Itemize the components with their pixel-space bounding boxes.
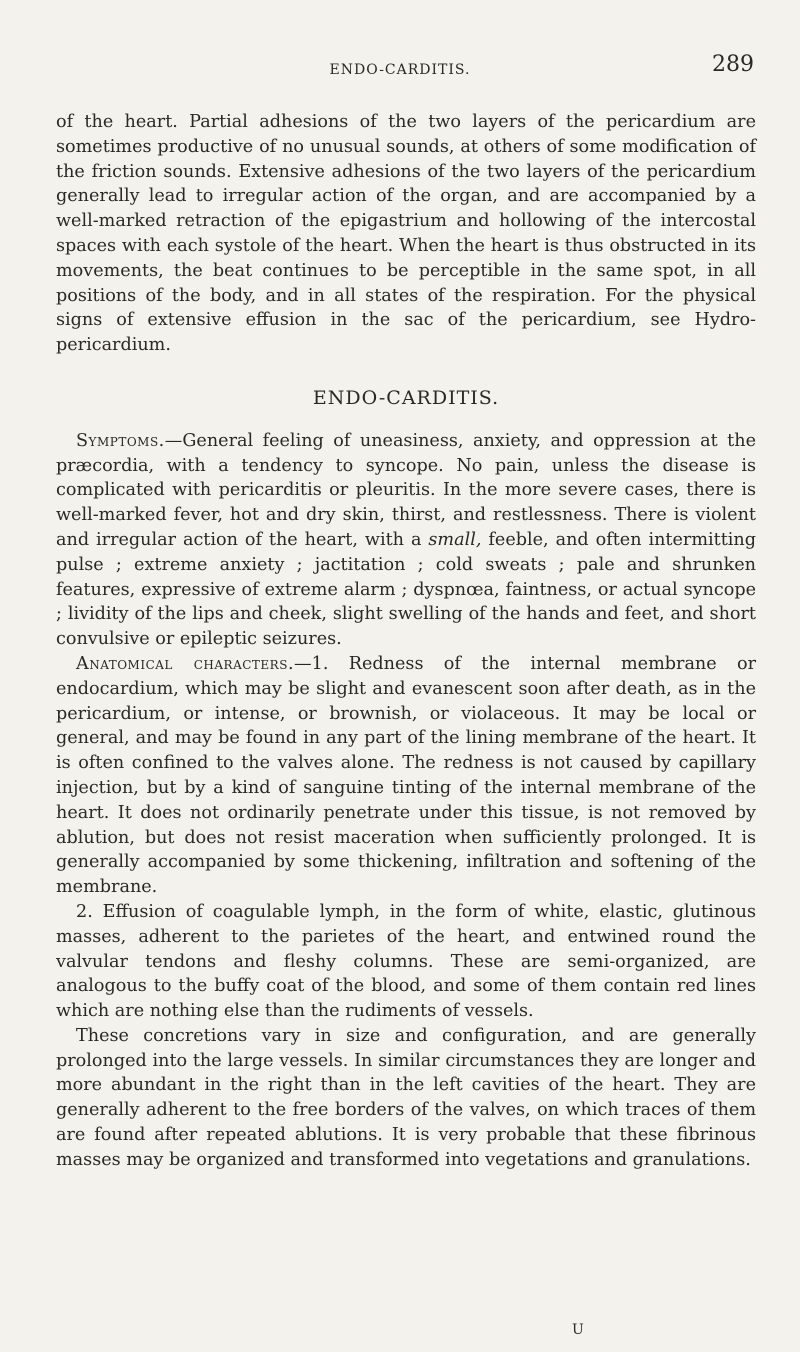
effusion-paragraph: 2. Effusion of coagulable lymph, in the form of white, elastic, glutinous masses, adherent to the parietes of the heart, and entwined round the valvular tendons and fleshy columns. These are semi-organized, are analogous to the buffy coat of the blood, and some of them contain red lines which are nothing else than the rudiments of vessels. <box>56 901 756 1022</box>
anatomical-label: Anatomical characters. <box>76 653 295 674</box>
page-number: 289 <box>712 52 754 77</box>
running-title: ENDO-CARDITIS. <box>329 62 471 78</box>
page-body <box>56 110 756 1173</box>
concretions-paragraph: These concretions vary in size and configuration, and are generally prolonged into the large vessels. In similar circumstances they are longer and more abundant in the right than in the left cavities of the heart. They are generally adherent to the free borders of the valves, on which traces of them are found after repeated ablutions. It is very probable that these fibrinous masses may be organized and transformed into vegetations and granulations. <box>56 1025 756 1170</box>
symptoms-paragraph <box>56 429 756 652</box>
symptoms-italic: small, <box>428 529 482 550</box>
section-title: ENDO-CARDITIS. <box>312 386 500 409</box>
intro-paragraph: of the heart. Partial adhesions of the two layers of the pericardium are sometimes productive of no unusual sounds, at others of some modification of the friction sounds. Extensive adhesions of the two layers of the pericardium generally lead to irregular action of the organ, and are accompanied by a well-marked retraction of the epigastrium and hollowing of the intercostal spaces with each systole of the heart. When the heart is thus obstructed in its movements, the beat continues to be perceptible in the same spot, in all positions of the body, and in all states of the respiration. For the physical signs of extensive effusion in the sac of the pericardium, see Hydro-pericardium. <box>56 112 756 356</box>
symptoms-label: Symptoms. <box>76 430 165 451</box>
anatomical-text: —1. Redness of the internal membrane or endocardium, which may be slight and evanescent soon after death, as in the pericardium, or intense, or brownish, or violaceous. It may be local or general, and may be found in any part of the lining membrane of the heart. It is often confined to the valves alone. The redness is not caused by capillary injection, but by a kind of sanguine tinting of the internal membrane of the heart. It does not ordinarily penetrate under this tissue, is not removed by ablution, but does not resist maceration when sufficiently prolonged. It is generally accompanied by some thickening, infiltration and softening of the membrane. <box>56 653 756 898</box>
anatomical-paragraph <box>56 652 756 900</box>
symptoms-text-b: feeble, and often intermitting pulse ; extreme anxiety ; jactitation ; cold sweats ; pale and shrunken features, expressive of extreme alarm ; dyspnœa, faintness, or actual syncope ; lividity of the lips and cheek, slight swelling of the hands and feet, and short convulsive or epileptic seizures. <box>56 529 756 650</box>
signature-mark: U <box>572 1322 584 1338</box>
symptoms-text-a: —General feeling of uneasiness, anxiety, and oppression at the præcordia, with a tendency to syncope. No pain, unless the disease is complicated with pericarditis or pleuritis. In the more severe cases, there is well-marked fever, hot and dry skin, thirst, and restlessness. There is violent and irregular action of the heart, with a <box>56 430 756 550</box>
